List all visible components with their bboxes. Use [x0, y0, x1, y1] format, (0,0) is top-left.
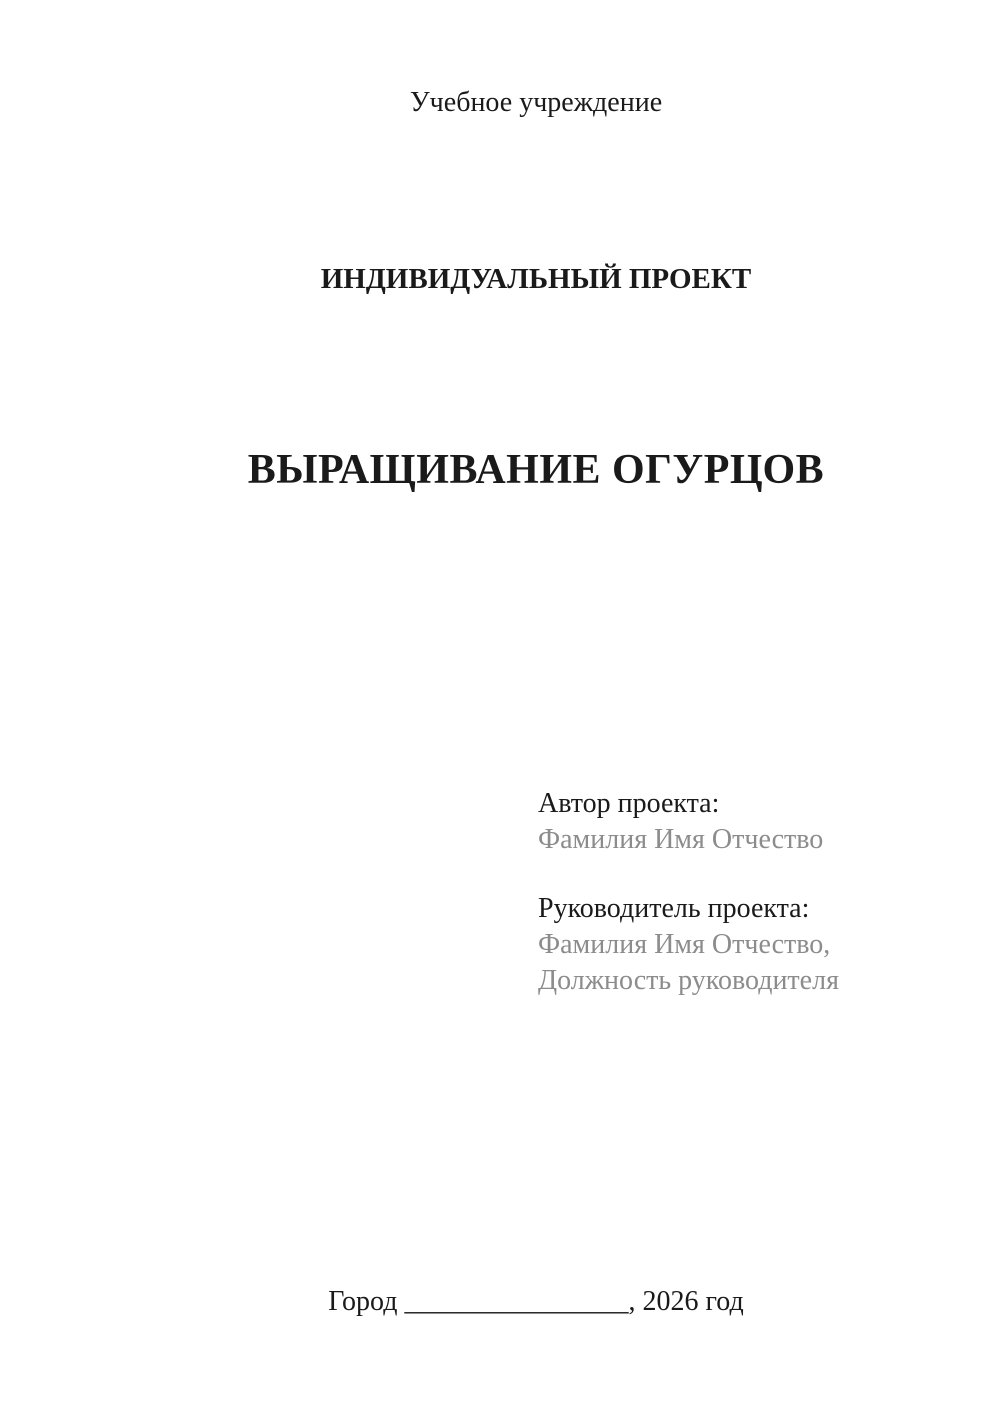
document-type-heading: ИНДИВИДУАЛЬНЫЙ ПРОЕКТ	[320, 263, 752, 295]
credits-block	[538, 786, 839, 999]
city-year-line: Город ________________, 2026 год	[328, 1286, 744, 1317]
credits-spacer	[538, 858, 839, 891]
project-title: ВЫРАЩИВАНИЕ ОГУРЦОВ	[247, 447, 825, 493]
institution-name: Учебное учреждение	[409, 87, 663, 118]
supervisor-name-placeholder: Фамилия Имя Отчество,	[538, 929, 831, 960]
author-name-placeholder: Фамилия Имя Отчество	[538, 824, 824, 855]
supervisor-label: Руководитель проекта:	[538, 893, 810, 924]
author-label: Автор проекта:	[538, 788, 720, 819]
supervisor-position-placeholder: Должность руководителя	[538, 965, 839, 996]
